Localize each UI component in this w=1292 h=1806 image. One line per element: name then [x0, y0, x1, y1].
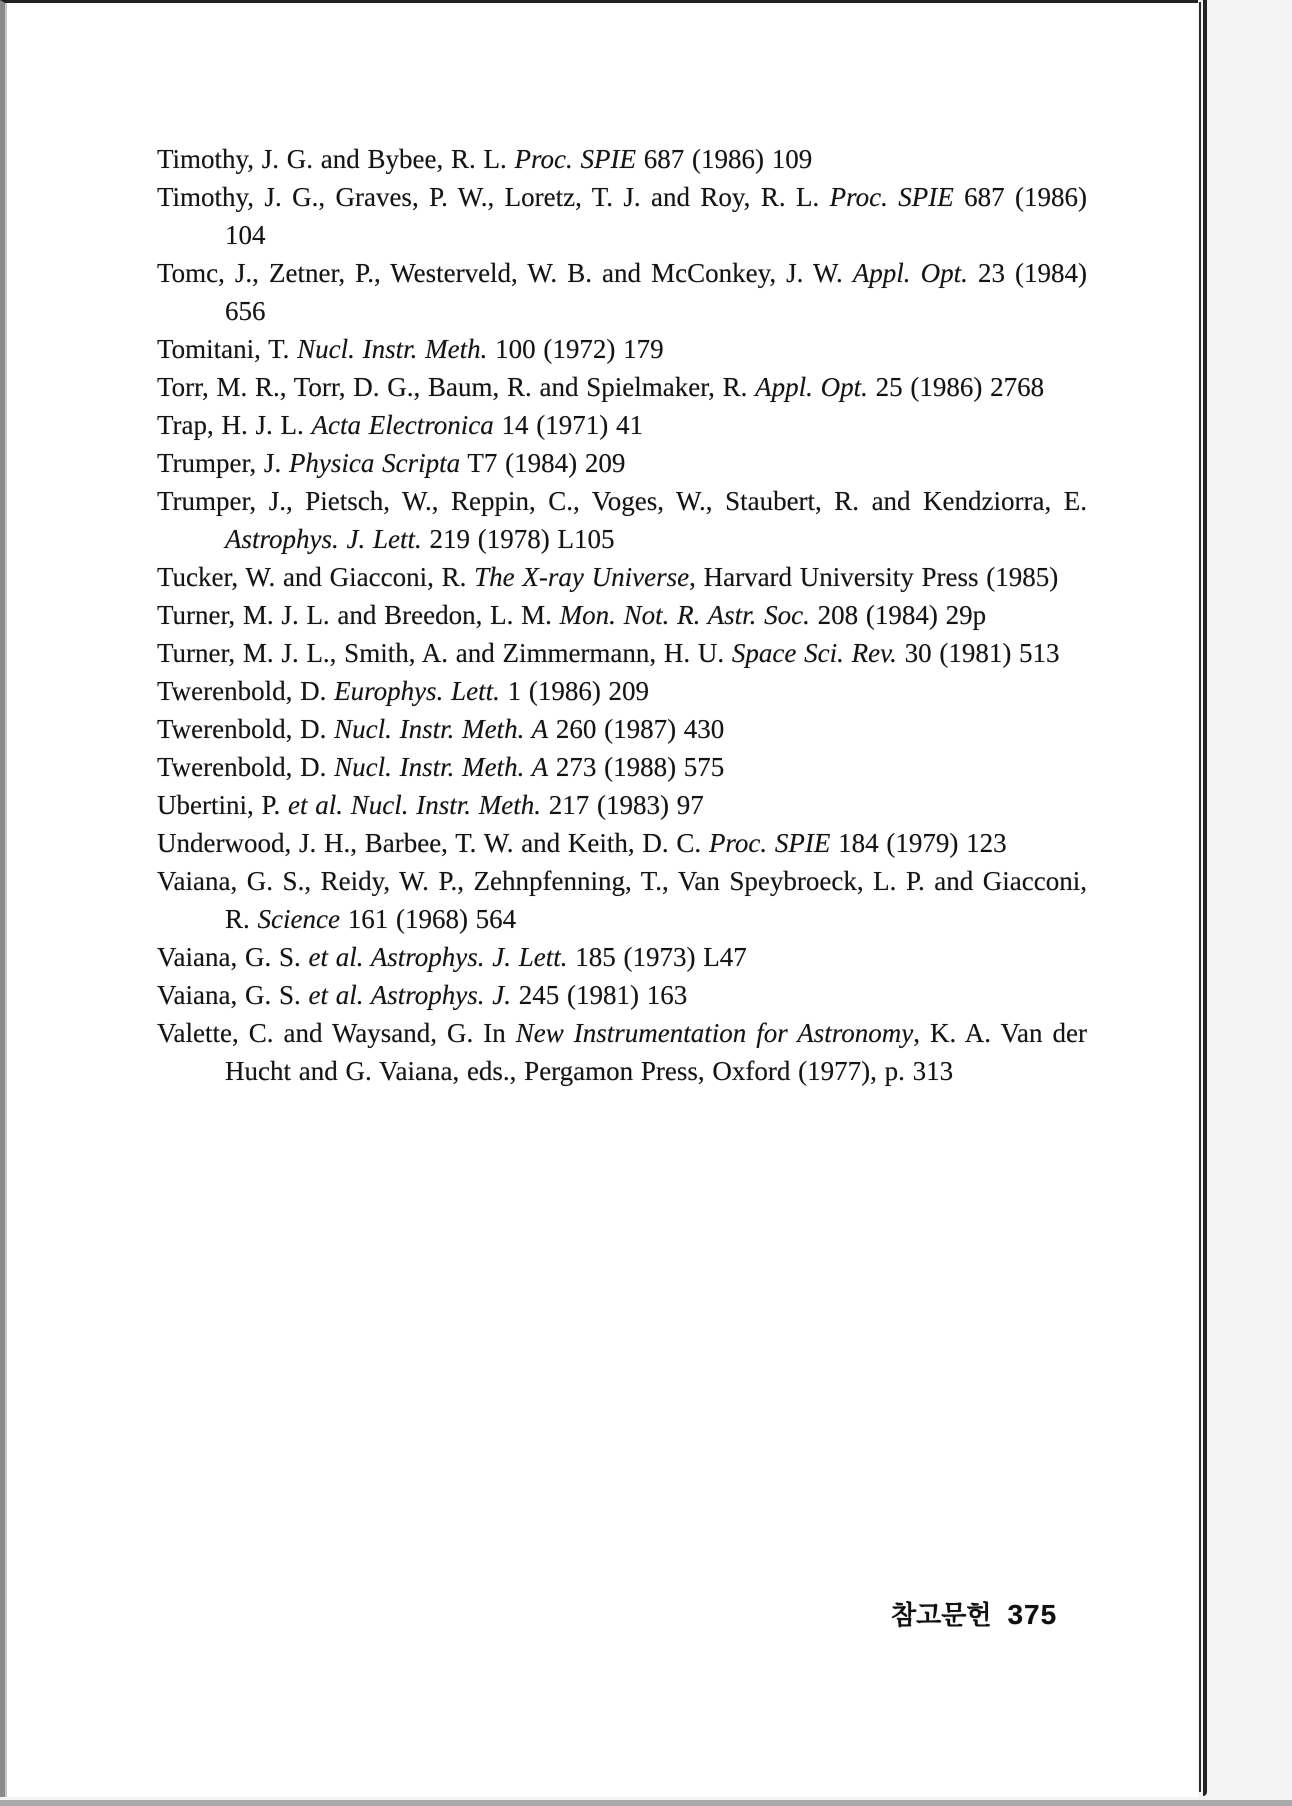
reference-text: 185 (1973) L47: [567, 942, 747, 972]
reference-text: Vaiana, G. S., Reidy, W. P., Zehnpfenning, T., Van Speybroeck, L. P. and Giacconi, R.: [157, 866, 1087, 934]
reference-text: 30 (1981) 513: [896, 638, 1060, 668]
reference-journal-title: Appl. Opt.: [755, 372, 868, 402]
reference-text: 260 (1987) 430: [548, 714, 725, 744]
reference-journal-title: Space Sci. Rev.: [731, 638, 897, 668]
reference-text: 14 (1971) 41: [493, 410, 643, 440]
reference-entry: [157, 482, 1087, 558]
reference-entry: [157, 786, 1087, 824]
reference-entry: [157, 748, 1087, 786]
reference-entry: [157, 368, 1087, 406]
reference-journal-title: Proc. SPIE: [514, 144, 636, 174]
reference-text: Timothy, J. G. and Bybee, R. L.: [157, 144, 515, 174]
reference-text: 219 (1978) L105: [421, 524, 615, 554]
reference-entry: [157, 862, 1087, 938]
reference-text: Timothy, J. G., Graves, P. W., Loretz, T. J. and Roy, R. L.: [157, 182, 830, 212]
reference-text: Twerenbold, D.: [157, 676, 335, 706]
reference-text: 687 (1986) 104: [225, 182, 1088, 250]
scan-bottom-edge: [0, 1800, 1292, 1806]
reference-entry: [157, 672, 1087, 710]
reference-text: 23 (1984) 656: [225, 258, 1087, 326]
reference-journal-title: Appl. Opt.: [852, 258, 968, 288]
reference-text: Ubertini, P.: [157, 790, 289, 820]
reference-text: Vaiana, G. S.: [157, 942, 309, 972]
reference-entry: [157, 938, 1087, 976]
reference-journal-title: Nucl. Instr. Meth. A: [334, 714, 549, 744]
reference-text: Tucker, W. and Giacconi, R.: [157, 562, 475, 592]
reference-entry: [157, 254, 1087, 330]
reference-entry: [157, 596, 1087, 634]
reference-text: Tomitani, T.: [157, 334, 298, 364]
reference-journal-title: Nucl. Instr. Meth. A: [334, 752, 549, 782]
page-footer: [891, 1595, 1057, 1632]
reference-journal-title: New Instrumentation for Astronomy: [515, 1018, 914, 1048]
reference-text: 184 (1979) 123: [830, 828, 1007, 858]
reference-journal-title: Science: [257, 904, 340, 934]
reference-journal-title: Astrophys. J. Lett.: [225, 524, 422, 554]
footer-page-number: 375: [1007, 1599, 1058, 1630]
reference-text: , K. A. Van der Hucht and G. Vaiana, eds., Pergamon Press, Oxford (1977), p. 313: [225, 1018, 1087, 1086]
reference-text: 208 (1984) 29p: [809, 600, 987, 630]
page-edge-line-outer: [1203, 0, 1207, 1796]
reference-text: 217 (1983) 97: [541, 790, 704, 820]
reference-text: 273 (1988) 575: [548, 752, 725, 782]
reference-text: Valette, C. and Waysand, G. In: [157, 1018, 516, 1048]
reference-text: T7 (1984) 209: [460, 448, 626, 478]
reference-journal-title: Proc. SPIE: [708, 828, 831, 858]
reference-text: 687 (1986) 109: [635, 144, 813, 174]
reference-entry: [157, 558, 1087, 596]
reference-text: Tomc, J., Zetner, P., Westerveld, W. B. and McConkey, J. W.: [157, 258, 853, 288]
reference-text: Turner, M. J. L. and Breedon, L. M.: [157, 600, 560, 630]
reference-journal-title: Physica Scripta: [288, 448, 461, 478]
reference-journal-title: et al. Nucl. Instr. Meth.: [288, 790, 541, 820]
reference-text: 1 (1986) 209: [499, 676, 650, 706]
reference-journal-title: et al. Astrophys. J.: [308, 980, 511, 1010]
reference-text: Trumper, J.: [157, 448, 289, 478]
reference-text: , Harvard University Press (1985): [689, 562, 1059, 592]
reference-text: Trap, H. J. L.: [157, 410, 312, 440]
reference-journal-title: Nucl. Instr. Meth.: [297, 334, 488, 364]
reference-text: Underwood, J. H., Barbee, T. W. and Keith, D. C.: [157, 828, 709, 858]
reference-entry: [157, 710, 1087, 748]
reference-entry: [157, 406, 1087, 444]
reference-text: Turner, M. J. L., Smith, A. and Zimmermann, H. U.: [157, 638, 732, 668]
reference-text: Vaiana, G. S.: [157, 980, 309, 1010]
reference-text: 25 (1986) 2768: [867, 372, 1045, 402]
reference-text: Trumper, J., Pietsch, W., Reppin, C., Voges, W., Staubert, R. and Kendziorra, E.: [157, 486, 1087, 516]
reference-journal-title: Proc. SPIE: [829, 182, 954, 212]
references-list: [157, 140, 1087, 1090]
reference-text: 100 (1972) 179: [487, 334, 664, 364]
reference-journal-title: Europhys. Lett.: [334, 676, 500, 706]
reference-entry: [157, 178, 1087, 254]
reference-text: 161 (1968) 564: [339, 904, 517, 934]
reference-journal-title: Mon. Not. R. Astr. Soc.: [559, 600, 810, 630]
reference-text: Twerenbold, D.: [157, 714, 335, 744]
reference-text: Torr, M. R., Torr, D. G., Baum, R. and Spielmaker, R.: [157, 372, 756, 402]
reference-entry: [157, 824, 1087, 862]
reference-entry: [157, 444, 1087, 482]
reference-journal-title: Acta Electronica: [311, 410, 494, 440]
footer-section-label: 참고문헌: [891, 1601, 992, 1630]
reference-entry: [157, 140, 1087, 178]
reference-entry: [157, 1014, 1087, 1090]
reference-journal-title: et al. Astrophys. J. Lett.: [308, 942, 568, 972]
reference-journal-title: The X-ray Universe: [474, 562, 690, 592]
reference-entry: [157, 976, 1087, 1014]
reference-entry: [157, 634, 1087, 672]
reference-entry: [157, 330, 1087, 368]
page-edge-line-inner: [1199, 2, 1201, 1792]
reference-text: 245 (1981) 163: [510, 980, 688, 1010]
reference-text: Twerenbold, D.: [157, 752, 335, 782]
